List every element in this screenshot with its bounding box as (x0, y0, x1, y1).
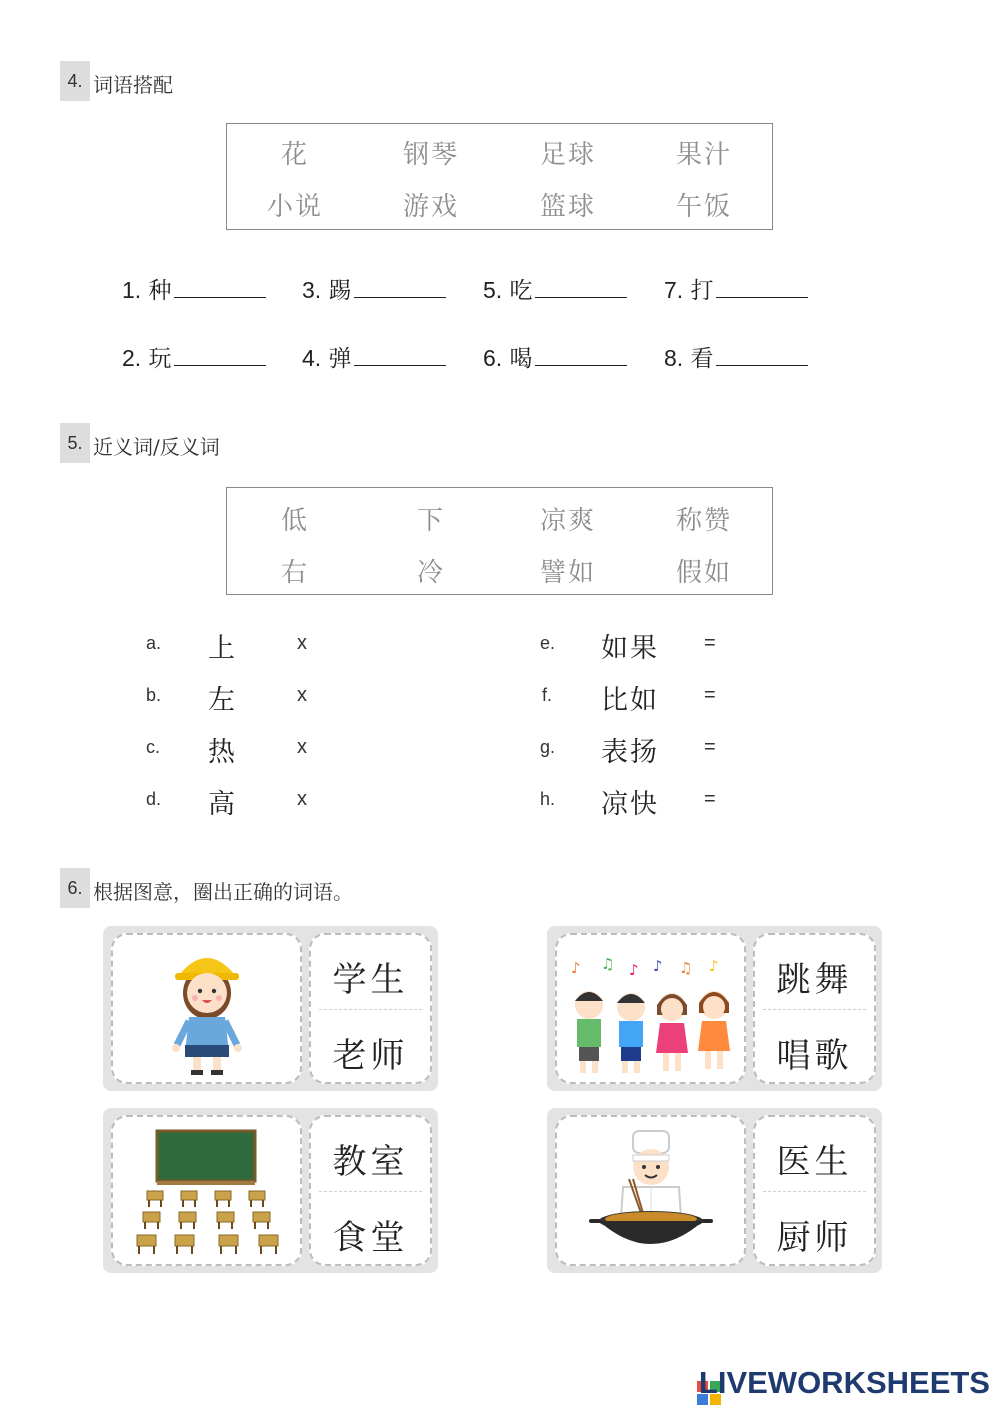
word-option[interactable]: 食堂 (332, 1218, 409, 1258)
q4-item: 8. 看 (664, 340, 808, 373)
q5-letter: e. (540, 633, 556, 653)
question-6-number: 6. (60, 868, 90, 908)
q5-bank-word: 下 (416, 506, 445, 536)
children-singing-picture (555, 933, 746, 1084)
q4-item: 2. 玩 (122, 340, 266, 373)
word-options (753, 933, 876, 1084)
q5-letter: a. (146, 633, 162, 653)
svg-text:♪: ♪ (571, 959, 581, 977)
chef-cooking-picture (555, 1115, 746, 1266)
svg-text:♫: ♫ (601, 955, 615, 973)
liveworksheets-logo[interactable]: LIVEWORKSHEETS (698, 1365, 990, 1400)
word-option[interactable]: 教室 (332, 1142, 409, 1182)
answer-blank[interactable] (174, 275, 266, 298)
q5-word: 如果 (601, 633, 659, 664)
word-option[interactable]: 学生 (332, 960, 409, 1000)
q5-word: 上 (208, 633, 237, 664)
q5-bank-word: 低 (280, 506, 309, 536)
synonym-sign: = (704, 788, 716, 810)
q5-bank-word: 冷 (416, 558, 445, 588)
word-option[interactable]: 跳舞 (776, 960, 853, 1000)
q5-bank-word: 假如 (675, 558, 732, 588)
divider (319, 1009, 422, 1010)
q5-word: 表扬 (601, 737, 659, 768)
question-4-title: 词语搭配 (93, 73, 173, 97)
q5-word: 热 (208, 737, 237, 768)
answer-blank[interactable] (716, 275, 808, 298)
chef-cooking-icon (557, 1117, 744, 1264)
q5-letter: h. (540, 789, 556, 809)
q5-word: 比如 (601, 685, 659, 716)
q5-word: 左 (208, 685, 237, 716)
student-girl-picture (111, 933, 302, 1084)
question-6-title: 根据图意，圈出正确的词语。 (93, 880, 353, 904)
svg-text:♪: ♪ (653, 957, 663, 975)
q4-bank-word: 果汁 (675, 140, 732, 170)
antonym-sign: x (297, 632, 307, 654)
q5-letter: b. (146, 685, 162, 705)
answer-blank[interactable] (535, 275, 627, 298)
q5-letter: f. (542, 685, 553, 705)
question-4-number: 4. (60, 61, 90, 101)
q5-bank-word: 称赞 (675, 506, 732, 536)
question-5-title: 近义词/反义词 (93, 435, 220, 459)
classroom-icon (113, 1117, 300, 1264)
q5-word: 高 (208, 789, 237, 820)
q4-word-bank (226, 123, 773, 230)
divider (763, 1191, 866, 1192)
picture-card-classroom (103, 1108, 438, 1273)
answer-blank[interactable] (354, 343, 446, 366)
answer-blank[interactable] (535, 343, 627, 366)
synonym-sign: = (704, 632, 716, 654)
q5-bank-word: 凉爽 (539, 506, 596, 536)
q4-bank-word: 小说 (266, 192, 323, 222)
answer-blank[interactable] (174, 343, 266, 366)
word-options (309, 1115, 432, 1266)
q5-letter: d. (146, 789, 162, 809)
question-5-number: 5. (60, 423, 90, 463)
synonym-sign: = (704, 684, 716, 706)
word-option[interactable]: 唱歌 (776, 1036, 853, 1076)
q5-bank-word: 右 (280, 558, 309, 588)
word-option[interactable]: 厨师 (776, 1218, 853, 1258)
q5-bank-word: 譬如 (539, 558, 596, 588)
word-options (753, 1115, 876, 1266)
picture-card-singing (547, 926, 882, 1091)
q4-item: 6. 喝 (483, 340, 627, 373)
antonym-sign: x (297, 684, 307, 706)
answer-blank[interactable] (354, 275, 446, 298)
q4-bank-word: 足球 (539, 140, 596, 170)
q5-letter: c. (146, 737, 161, 757)
q4-item: 5. 吃 (483, 272, 627, 305)
q4-bank-word: 篮球 (539, 192, 596, 222)
q4-bank-word: 花 (280, 140, 309, 170)
divider (763, 1009, 866, 1010)
q5-letter: g. (540, 737, 556, 757)
picture-card-chef (547, 1108, 882, 1273)
antonym-sign: x (297, 736, 307, 758)
word-options (309, 933, 432, 1084)
synonym-sign: = (704, 736, 716, 758)
q4-item: 1. 种 (122, 272, 266, 305)
picture-card-student (103, 926, 438, 1091)
svg-text:♫: ♫ (679, 959, 693, 977)
q5-word-bank (226, 487, 773, 595)
antonym-sign: x (297, 788, 307, 810)
svg-text:♪: ♪ (709, 957, 719, 975)
divider (319, 1191, 422, 1192)
q4-bank-word: 午饭 (675, 192, 732, 222)
student-girl-icon (113, 935, 300, 1082)
answer-blank[interactable] (716, 343, 808, 366)
classroom-picture (111, 1115, 302, 1266)
svg-text:♪: ♪ (629, 961, 639, 979)
q4-item: 7. 打 (664, 272, 808, 305)
word-option[interactable]: 老师 (332, 1036, 409, 1076)
q4-bank-word: 钢琴 (402, 140, 459, 170)
q4-bank-word: 游戏 (402, 192, 459, 222)
q5-word: 凉快 (601, 789, 659, 820)
q4-item: 4. 弹 (302, 340, 446, 373)
word-option[interactable]: 医生 (776, 1142, 853, 1182)
q4-item: 3. 踢 (302, 272, 446, 305)
children-singing-icon (557, 935, 744, 1082)
